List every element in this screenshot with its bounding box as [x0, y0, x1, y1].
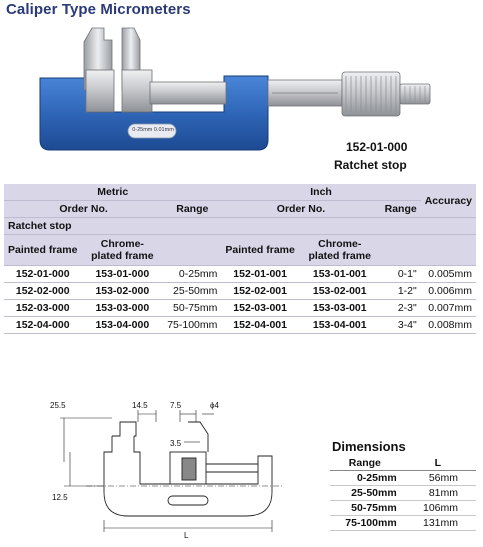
spec-col-header — [4, 201, 476, 218]
group-metric: Metric — [4, 184, 221, 201]
spec-frame-header — [4, 235, 476, 266]
dim-l: L — [184, 531, 189, 540]
col-inch-order: Order No. — [221, 201, 380, 218]
spec-table — [4, 184, 476, 334]
group-inch: Inch — [221, 184, 420, 201]
cell-inch-painted: 152-02-001 — [221, 283, 298, 300]
col-inch-painted: Painted frame — [221, 235, 298, 266]
col-metric-painted: Painted frame — [4, 235, 81, 266]
cell-l: 131mm — [400, 516, 476, 531]
col-range: Range — [330, 456, 400, 471]
dim-3-5: 3.5 — [170, 439, 182, 448]
cell-range: 25-50mm — [330, 486, 400, 501]
cell-inch-range: 2-3" — [381, 300, 421, 317]
cell-metric-range: 25-50mm — [163, 283, 221, 300]
col-inch-range: Range — [381, 201, 421, 218]
table-row — [330, 501, 476, 516]
technical-drawing — [50, 392, 300, 542]
table-row — [4, 283, 476, 300]
model-caption: Ratchet stop — [334, 158, 407, 172]
table-row — [330, 516, 476, 531]
dim-14-5: 14.5 — [132, 401, 148, 410]
cell-metric-painted: 152-02-000 — [4, 283, 81, 300]
cell-metric-painted: 152-03-000 — [4, 300, 81, 317]
cell-inch-painted: 152-03-001 — [221, 300, 298, 317]
cell-l: 81mm — [400, 486, 476, 501]
dim-12-5: 12.5 — [52, 493, 68, 502]
cell-inch-range: 1-2" — [381, 283, 421, 300]
cell-l: 56mm — [400, 471, 476, 486]
table-row — [4, 317, 476, 334]
cell-inch-painted: 152-01-001 — [221, 266, 298, 283]
table-row — [4, 300, 476, 317]
cell-metric-chrome: 153-03-000 — [81, 300, 163, 317]
cell-accuracy: 0.008mm — [421, 317, 476, 334]
cell-inch-chrome: 153-02-001 — [299, 283, 381, 300]
section-ratchet-stop: Ratchet stop — [4, 218, 476, 235]
cell-accuracy: 0.005mm — [421, 266, 476, 283]
dim-phi-4: ϕ4 — [210, 401, 219, 410]
cell-range: 50-75mm — [330, 501, 400, 516]
cell-inch-chrome: 153-04-001 — [299, 317, 381, 334]
table-row — [330, 471, 476, 486]
cell-inch-range: 3-4" — [381, 317, 421, 334]
cell-metric-range: 75-100mm — [163, 317, 221, 334]
cell-metric-range: 50-75mm — [163, 300, 221, 317]
cell-l: 106mm — [400, 501, 476, 516]
page-title: Caliper Type Micrometers — [6, 1, 191, 18]
dimensions-table — [330, 456, 476, 531]
dim-25-5: 25.5 — [50, 401, 66, 410]
model-code: 152-01-000 — [346, 140, 408, 154]
spec-group-header — [4, 184, 476, 201]
cell-metric-painted: 152-04-000 — [4, 317, 81, 334]
cell-metric-chrome: 153-01-000 — [81, 266, 163, 283]
cell-metric-range: 0-25mm — [163, 266, 221, 283]
cell-inch-range: 0-1" — [381, 266, 421, 283]
dimensions-header — [330, 456, 476, 471]
table-row — [4, 266, 476, 283]
dim-7-5: 7.5 — [170, 401, 182, 410]
cell-metric-painted: 152-01-000 — [4, 266, 81, 283]
col-l: L — [400, 456, 476, 471]
cell-inch-painted: 152-04-001 — [221, 317, 298, 334]
col-accuracy: Accuracy — [421, 184, 476, 218]
col-metric-chrome: Chrome-plated frame — [81, 235, 163, 266]
cell-range: 0-25mm — [330, 471, 400, 486]
spec-section-row — [4, 218, 476, 235]
dimensions-title: Dimensions — [332, 439, 406, 454]
col-metric-order: Order No. — [4, 201, 163, 218]
table-row — [330, 486, 476, 501]
cell-accuracy: 0.006mm — [421, 283, 476, 300]
micrometer-photo — [0, 20, 483, 200]
cell-range: 75-100mm — [330, 516, 400, 531]
frame-label: 0-25mm 0.01mm — [132, 127, 174, 133]
cell-inch-chrome: 153-01-001 — [299, 266, 381, 283]
cell-accuracy: 0.007mm — [421, 300, 476, 317]
cell-inch-chrome: 153-03-001 — [299, 300, 381, 317]
col-metric-range: Range — [163, 201, 221, 218]
dimensions-panel — [330, 439, 476, 531]
cell-metric-chrome: 153-02-000 — [81, 283, 163, 300]
cell-metric-chrome: 153-04-000 — [81, 317, 163, 334]
col-inch-chrome: Chrome-plated frame — [299, 235, 381, 266]
